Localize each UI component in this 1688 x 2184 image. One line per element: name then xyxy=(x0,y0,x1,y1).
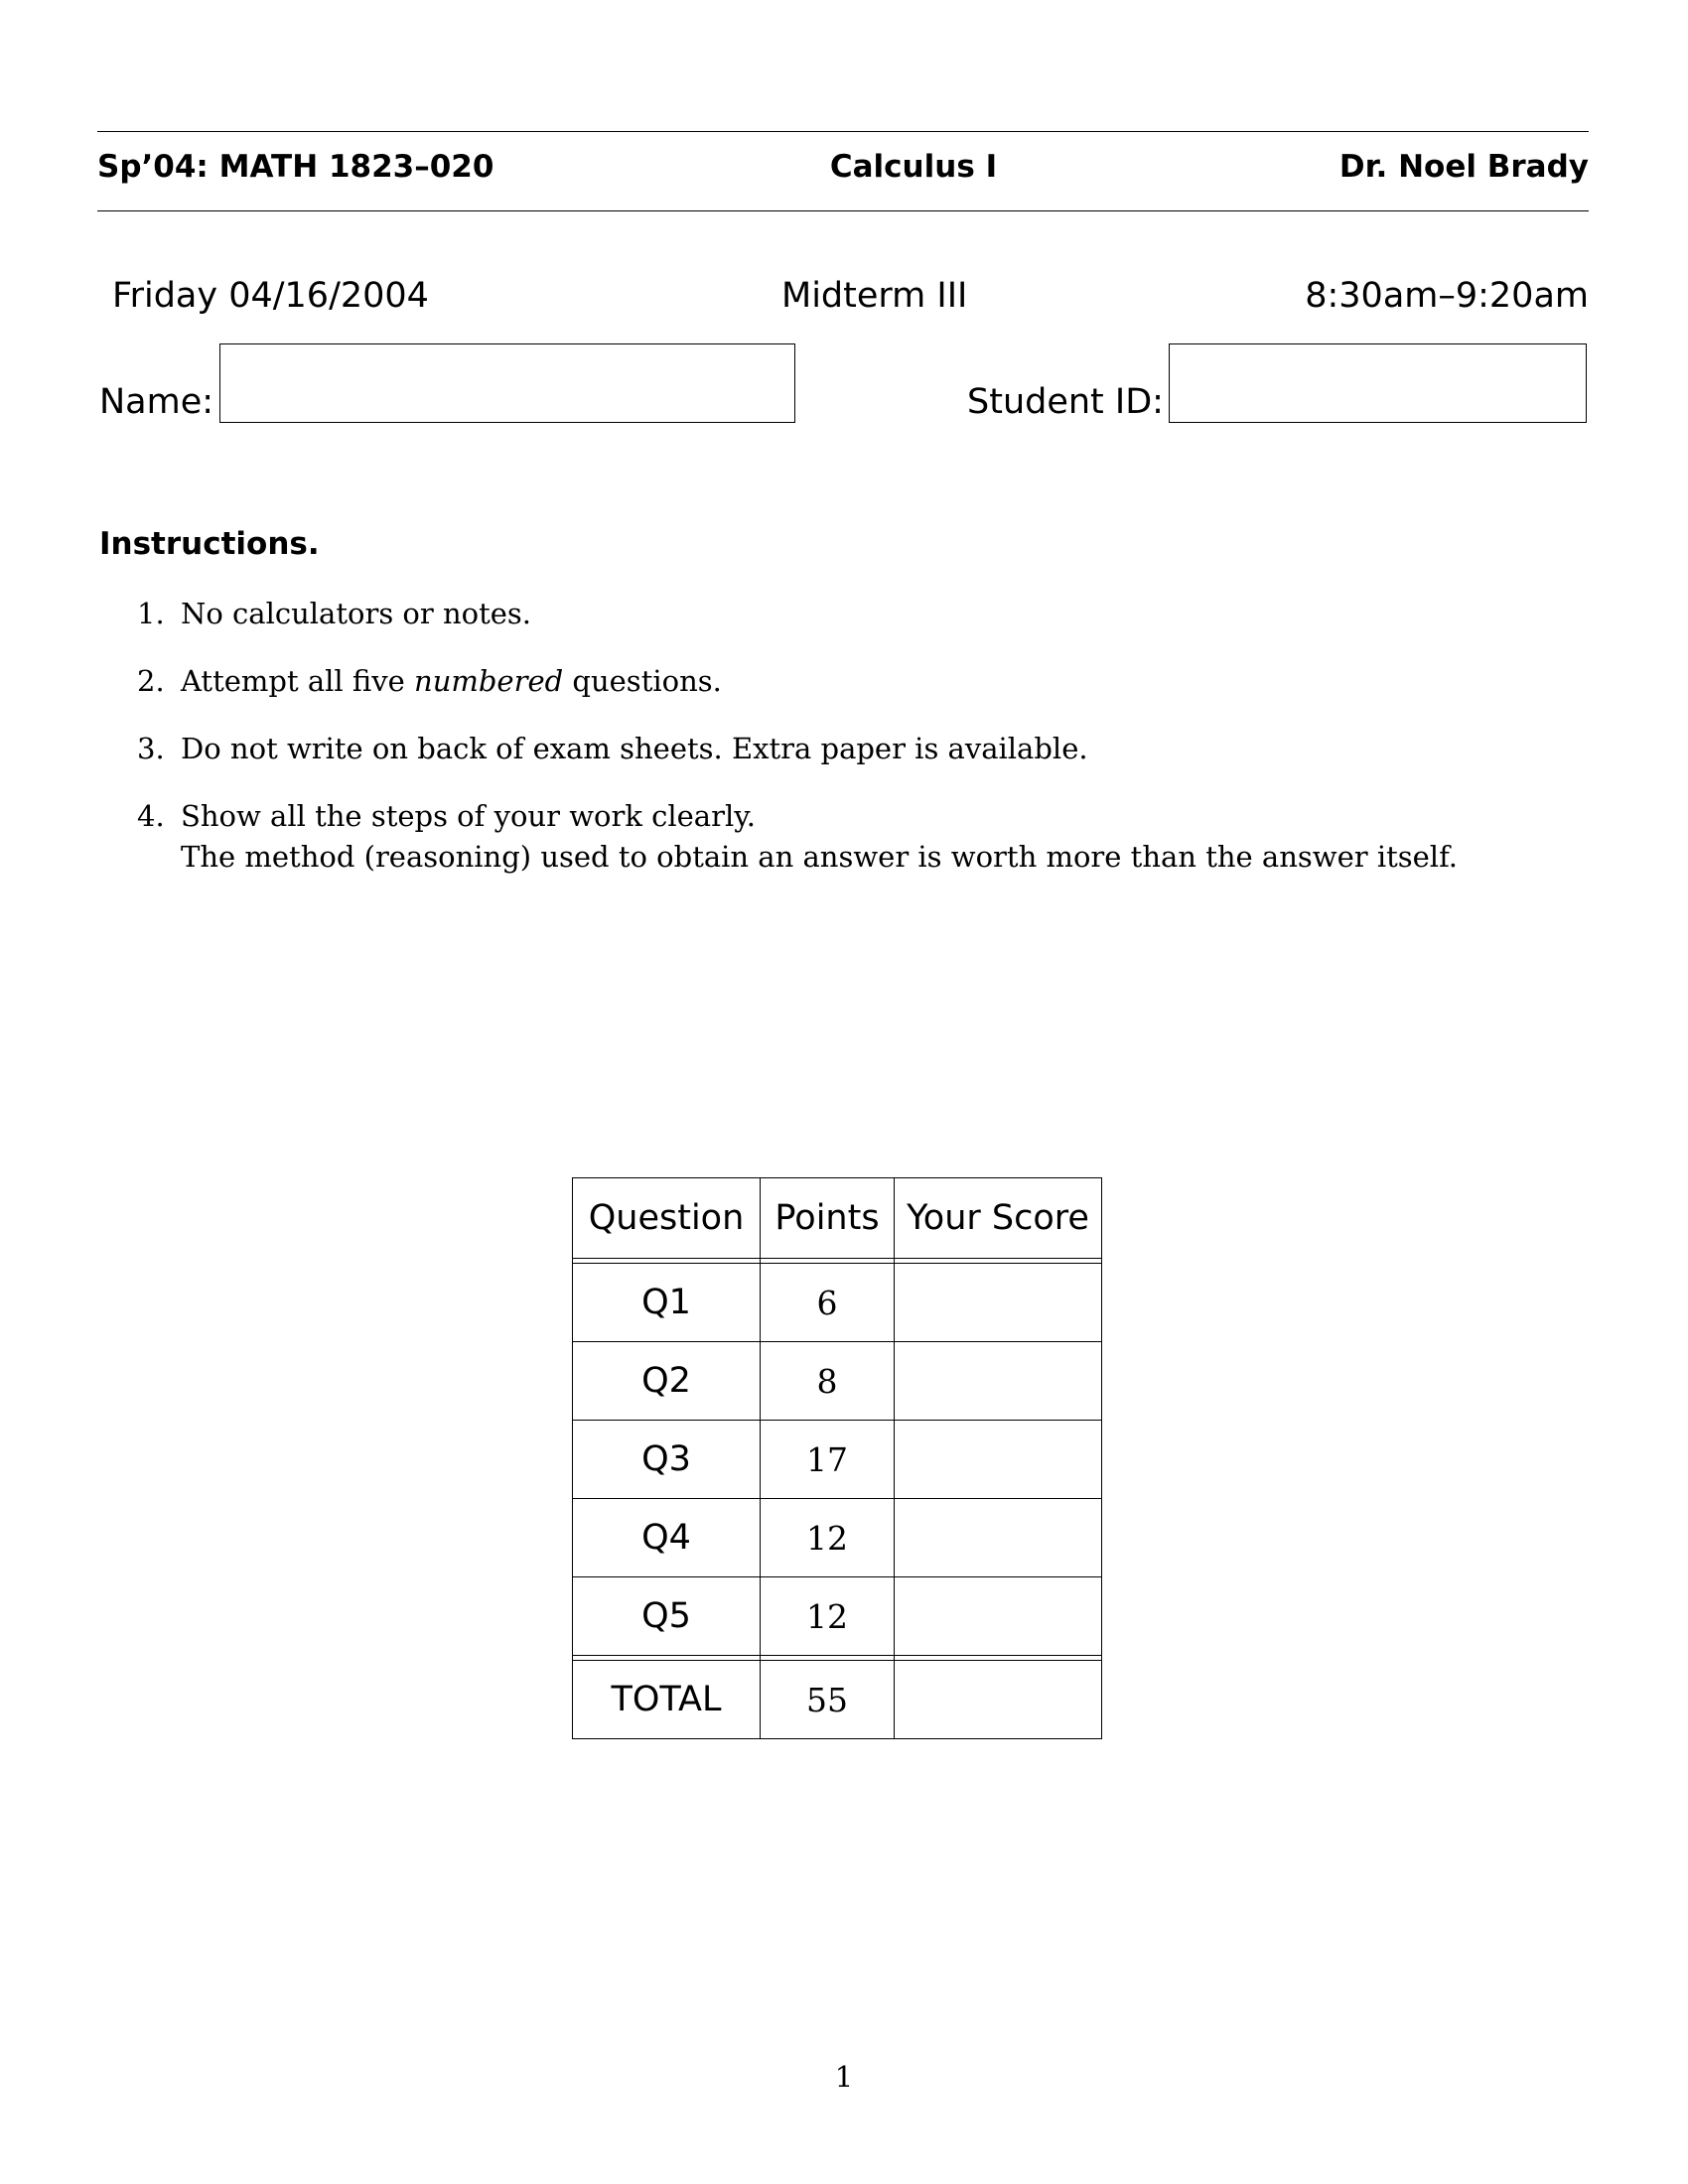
instructor-name: Dr. Noel Brady xyxy=(1338,149,1589,185)
question-cell: Q3 xyxy=(573,1421,761,1499)
instructions-list xyxy=(137,594,1587,904)
column-header-points: Points xyxy=(761,1178,895,1259)
table-row xyxy=(573,1264,1102,1342)
instruction-text: No calculators or notes. xyxy=(181,597,532,630)
page-number: 1 xyxy=(834,2060,854,2094)
table-row xyxy=(573,1342,1102,1421)
points-cell: 6 xyxy=(761,1264,895,1342)
points-cell: 8 xyxy=(761,1342,895,1421)
total-row xyxy=(573,1661,1102,1739)
instruction-item xyxy=(137,594,1587,634)
instruction-number: 2. xyxy=(137,664,165,698)
table-row xyxy=(573,1421,1102,1499)
score-cell[interactable] xyxy=(895,1342,1102,1421)
total-points-cell: 55 xyxy=(761,1661,895,1739)
instruction-text-pre: Attempt all five xyxy=(181,664,415,698)
student-id-label: Student ID: xyxy=(967,382,1164,422)
exam-date: Friday 04/16/2004 xyxy=(112,276,429,316)
question-cell: Q4 xyxy=(573,1499,761,1577)
name-label: Name: xyxy=(99,382,214,422)
instruction-item xyxy=(137,661,1587,702)
instructions-title: Instructions. xyxy=(99,526,320,562)
exam-name: Midterm III xyxy=(781,276,968,316)
exam-time: 8:30am–9:20am xyxy=(1305,276,1589,316)
table-row xyxy=(573,1577,1102,1656)
score-cell[interactable] xyxy=(895,1577,1102,1656)
score-table-header-row xyxy=(573,1178,1102,1259)
score-cell[interactable] xyxy=(895,1499,1102,1577)
instruction-number: 3. xyxy=(137,732,165,765)
score-cell[interactable] xyxy=(895,1421,1102,1499)
instruction-text xyxy=(181,661,1587,702)
total-label-cell: TOTAL xyxy=(573,1661,761,1739)
course-title: Calculus I xyxy=(829,149,998,185)
header-bottom-rule xyxy=(97,210,1589,211)
points-cell: 12 xyxy=(761,1499,895,1577)
instruction-text: Do not write on back of exam sheets. Extra paper is available. xyxy=(181,732,1088,765)
score-table xyxy=(572,1177,1102,1739)
name-field[interactable] xyxy=(219,343,795,423)
points-cell: 12 xyxy=(761,1577,895,1656)
points-cell: 17 xyxy=(761,1421,895,1499)
instruction-text-line: The method (reasoning) used to obtain an answer is worth more than the answer itself. xyxy=(181,840,1458,874)
instruction-text-line: Show all the steps of your work clearly. xyxy=(181,799,756,833)
score-cell[interactable] xyxy=(895,1264,1102,1342)
instruction-text xyxy=(181,796,1587,878)
instruction-item xyxy=(137,796,1587,878)
instruction-number: 4. xyxy=(137,799,165,833)
question-cell: Q5 xyxy=(573,1577,761,1656)
course-code: Sp’04: MATH 1823–020 xyxy=(97,149,494,185)
student-id-field[interactable] xyxy=(1169,343,1587,423)
column-header-question: Question xyxy=(573,1178,761,1259)
total-score-cell[interactable] xyxy=(895,1661,1102,1739)
instruction-number: 1. xyxy=(137,597,165,630)
question-cell: Q1 xyxy=(573,1264,761,1342)
column-header-your-score: Your Score xyxy=(895,1178,1102,1259)
header-top-rule xyxy=(97,131,1589,132)
instruction-text-post: questions. xyxy=(563,664,722,698)
instruction-text-emphasis: numbered xyxy=(414,664,564,698)
question-cell: Q2 xyxy=(573,1342,761,1421)
instruction-item xyxy=(137,729,1587,769)
table-row xyxy=(573,1499,1102,1577)
